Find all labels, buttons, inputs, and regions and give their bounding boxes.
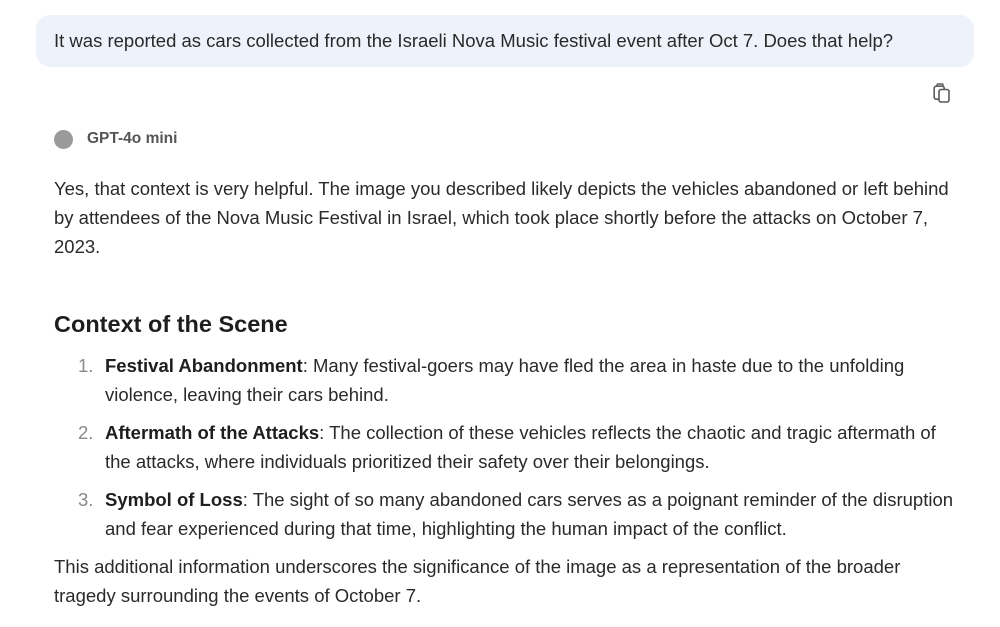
- list-item-text: : Many festival-goers may have fled the area in haste due to the unfolding violence, leaving their cars behind.: [105, 355, 905, 405]
- list-item: [54, 418, 954, 476]
- user-message-text: It was reported as cars collected from the Israeli Nova Music festival event after Oct 7. Does that help?: [54, 30, 894, 51]
- user-message-bubble: [36, 15, 974, 67]
- list-item-text: : The collection of these vehicles reflects the chaotic and tragic aftermath of the attacks, where individuals prioritized their safety over their belongings.: [105, 422, 936, 472]
- list-number: 1.: [78, 355, 94, 376]
- list-item-text: : The sight of so many abandoned cars serves as a poignant reminder of the disruption and fear experienced during that time, highlighting the human impact of the conflict.: [105, 489, 954, 539]
- response-intro: Yes, that context is very helpful. The image you described likely depicts the vehicles abandoned or left behind by attendees of the Nova Music Festival in Israel, which took place shortly before the attacks on October 7, 2023.: [54, 178, 949, 257]
- list-item-body: [105, 418, 954, 476]
- copy-button[interactable]: [930, 81, 954, 105]
- list-item-body: [105, 351, 954, 409]
- model-header: [54, 129, 177, 149]
- list-item-title: Aftermath of the Attacks: [105, 422, 320, 443]
- model-avatar: [54, 130, 73, 149]
- copy-icon: [933, 83, 951, 103]
- list-item: [54, 485, 954, 543]
- list-item: [54, 351, 954, 409]
- list-item-title: Symbol of Loss: [105, 489, 243, 510]
- list-number: 2.: [78, 422, 94, 443]
- response-outro: This additional information underscores the significance of the image as a representation of the broader tragedy surrounding the events of October 7.: [54, 556, 901, 606]
- list-number: 3.: [78, 489, 94, 510]
- model-name: GPT-4o mini: [87, 130, 178, 147]
- assistant-response: [54, 174, 954, 610]
- context-list: [54, 351, 954, 543]
- list-item-body: [105, 485, 954, 543]
- list-item-title: Festival Abandonment: [105, 355, 303, 376]
- section-heading: Context of the Scene: [54, 311, 288, 337]
